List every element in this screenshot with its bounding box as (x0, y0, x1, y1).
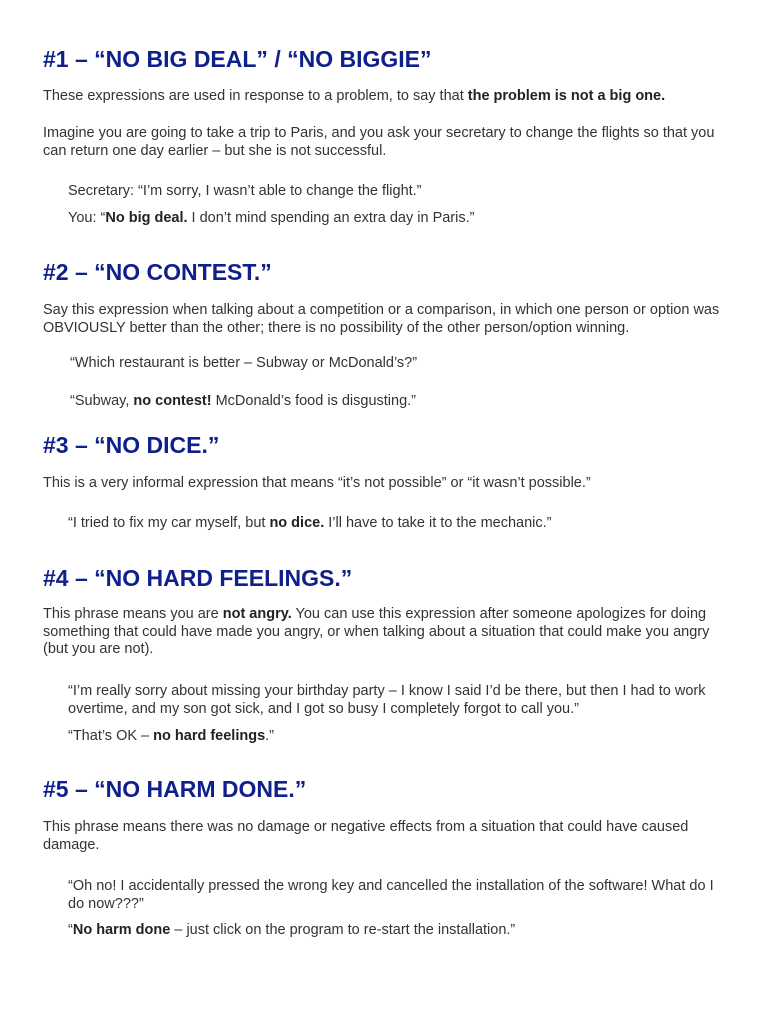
section-2-example-2 (70, 393, 730, 411)
section-1-example-2 (68, 210, 728, 228)
text-run: I don’t mind spending an extra day in Paris.” (187, 210, 475, 226)
text-run: “ (68, 922, 73, 938)
text-run: I’ll have to take it to the mechanic.” (324, 515, 552, 531)
section-4-heading: #4 – “NO HARD FEELINGS.” (43, 565, 353, 591)
bold-text: No harm done (72, 922, 171, 938)
section-3-paragraph-1: This is a very informal expression that means “it’s not possible” or “it wasn’t possible.” (43, 475, 591, 491)
bold-text: not angry. (222, 606, 292, 622)
section-4-example-1: “I’m really sorry about missing your birthday party – I know I said I’d be there, but then I had to work overtime, and my son got sick, and I got so busy I completely forgot to call you.” (68, 683, 706, 717)
text-run: – just click on the program to re-start the installation.” (170, 922, 516, 938)
section-5-example-2 (68, 922, 728, 940)
section-4-paragraph-1 (43, 606, 733, 659)
text-run: “That’s OK – (68, 728, 154, 744)
text-run: “Subway, (70, 393, 134, 409)
text-run: “I tried to fix my car myself, but (68, 515, 270, 531)
section-4-example-2 (68, 728, 728, 746)
section-2-paragraph-1: Say this expression when talking about a competition or a comparison, in which one person or option was OBVIOUSLY better than the other; there is no possibility of the other person/option winning. (43, 302, 720, 336)
bold-text: No big deal. (105, 210, 188, 226)
section-1-paragraph-1 (43, 88, 733, 106)
text-run: You: “ (68, 210, 106, 226)
text-run: McDonald’s food is disgusting.” (211, 393, 416, 409)
section-2-example-1: “Which restaurant is better – Subway or McDonald’s?” (70, 355, 418, 371)
section-1-heading: #1 – “NO BIG DEAL” / “NO BIGGIE” (43, 46, 432, 72)
text-run: You can use this expression after someone apologizes for doing something that could have made you angry, or when talking about a situation that could make you angry (but you are not). (43, 606, 710, 657)
section-5-example-1: “Oh no! I accidentally pressed the wrong key and cancelled the installation of the software! What do I do now???” (68, 878, 714, 912)
bold-text: the problem is not a big one. (467, 88, 666, 104)
section-3-heading: #3 – “NO DICE.” (43, 432, 220, 458)
bold-text: no dice. (269, 515, 325, 531)
text-run: .” (265, 728, 275, 744)
bold-text: no contest! (133, 393, 212, 409)
section-5-heading: #5 – “NO HARM DONE.” (43, 776, 307, 802)
section-5-paragraph-1: This phrase means there was no damage or negative effects from a situation that could have caused damage. (43, 819, 689, 853)
section-1-paragraph-2: Imagine you are going to take a trip to Paris, and you ask your secretary to change the flights so that you can return one day earlier – but she is not successful. (43, 125, 715, 159)
section-1-example-1: Secretary: “I’m sorry, I wasn’t able to change the flight.” (68, 183, 422, 199)
section-2-heading: #2 – “NO CONTEST.” (43, 259, 272, 285)
text-run: This phrase means you are (43, 606, 223, 622)
bold-text: no hard feelings (153, 728, 266, 744)
text-run: These expressions are used in response to a problem, to say that (43, 88, 468, 104)
section-3-example-1 (68, 515, 728, 533)
